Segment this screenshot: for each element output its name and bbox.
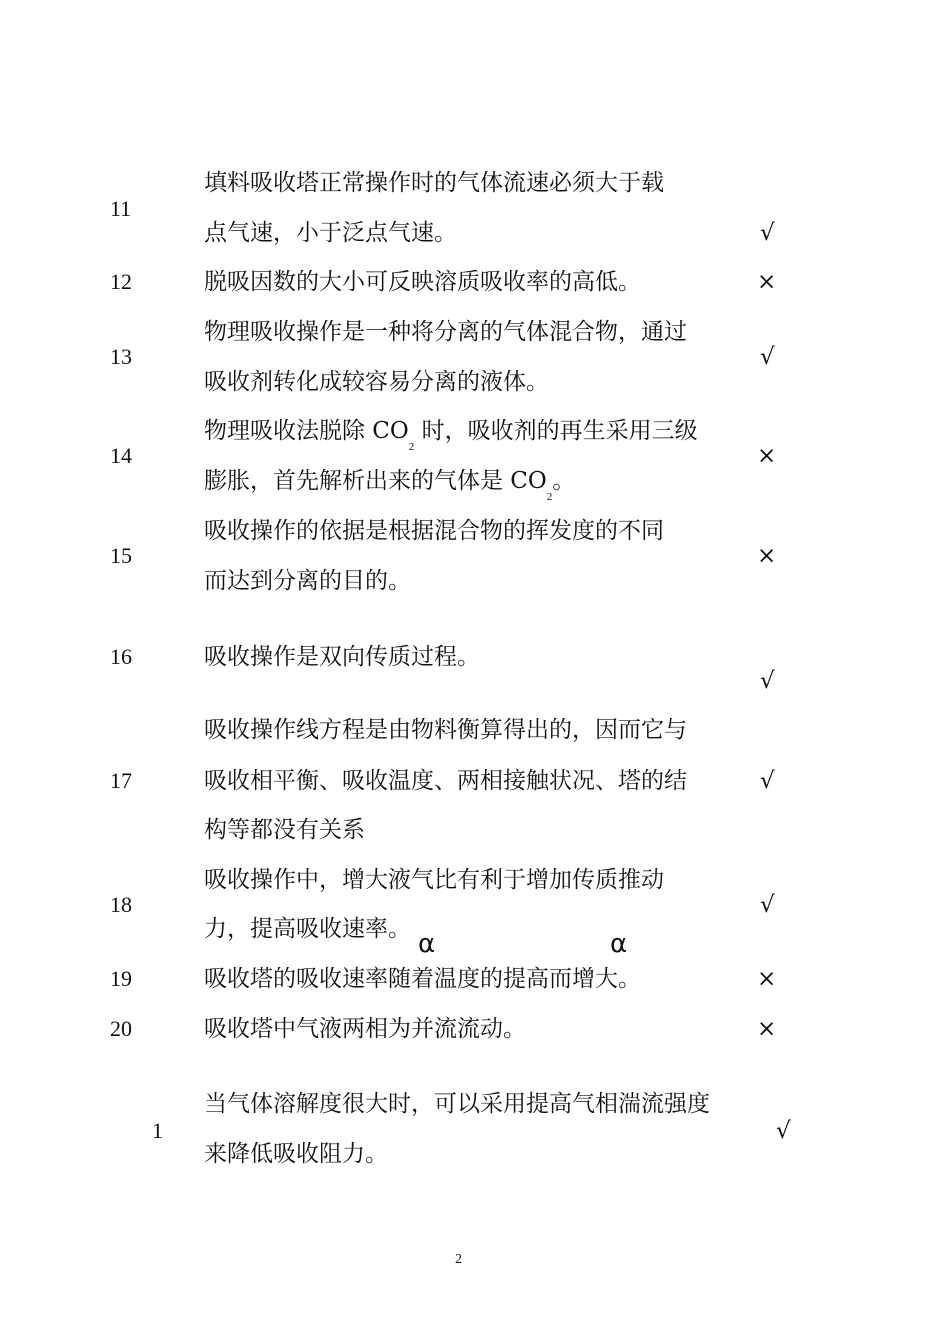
item-number: 14 — [110, 443, 132, 468]
item-number: 17 — [110, 768, 132, 793]
answer-mark: × — [757, 269, 777, 295]
text-segment: 。 — [552, 468, 576, 494]
item-text-line — [204, 416, 698, 462]
item-text-line: 吸收操作的依据是根据混合物的挥发度的不同 — [204, 518, 664, 544]
item-text-line: 吸收操作中，增大液气比有利于增加传质推动 — [204, 867, 664, 893]
answer-mark: × — [757, 443, 777, 469]
subscript: 2 — [408, 441, 415, 453]
item-number: 11 — [110, 196, 132, 221]
item-text-line: 物理吸收操作是一种将分离的气体混合物，通过 — [204, 319, 687, 345]
answer-mark: × — [757, 1016, 777, 1042]
item-text-line: 来降低吸收阻力。 — [204, 1141, 388, 1167]
item-text-line: 吸收相平衡、吸收温度、两相接触状况、塔的结 — [204, 768, 687, 794]
item-text-line: 力，提高吸收速率。 — [204, 916, 411, 942]
item-text-line: 吸收塔中气液两相为并流流动。 — [204, 1016, 526, 1042]
answer-mark: √ — [760, 768, 775, 794]
answer-mark: × — [757, 966, 777, 992]
item-text-line: 脱吸因数的大小可反映溶质吸收率的高低。 — [204, 269, 641, 295]
item-text-line — [204, 466, 575, 512]
item-number: 12 — [110, 269, 132, 294]
item-number: 15 — [110, 543, 132, 568]
answer-mark: × — [757, 543, 777, 569]
subscript: 2 — [546, 491, 553, 503]
item-text-line: 吸收塔的吸收速率随着温度的提高而增大。 — [204, 966, 641, 992]
item-text-line: 当气体溶解度很大时，可以采用提高气相湍流强度 — [204, 1091, 710, 1117]
alpha-symbol: α — [418, 929, 436, 959]
item-number: 20 — [110, 1016, 132, 1041]
text-segment: 物理吸收法脱除 CO — [204, 418, 409, 444]
page-number: 2 — [455, 1252, 462, 1267]
item-text-line: 吸收操作是双向传质过程。 — [204, 644, 480, 670]
answer-mark: √ — [760, 344, 775, 370]
answer-mark: √ — [760, 892, 775, 918]
item-text-line: 填料吸收塔正常操作时的气体流速必须大于载 — [204, 170, 664, 196]
answer-mark: √ — [760, 220, 775, 246]
item-text-line: 吸收剂转化成较容易分离的液体。 — [204, 369, 549, 395]
item-text-line: 吸收操作线方程是由物料衡算得出的，因而它与 — [204, 717, 687, 743]
alpha-symbol: α — [610, 929, 628, 959]
item-text-line: 构等都没有关系 — [204, 817, 365, 843]
item-number: 13 — [110, 344, 132, 369]
text-segment: 时，吸收剂的再生采用三级 — [414, 418, 698, 444]
item-number: 18 — [110, 892, 132, 917]
text-segment: 膨胀，首先解析出来的气体是 CO — [204, 468, 547, 494]
item-text-line: 点气速，小于泛点气速。 — [204, 220, 457, 246]
item-number: 19 — [110, 966, 132, 991]
answer-mark: √ — [776, 1118, 791, 1144]
item-number: 16 — [110, 644, 132, 669]
answer-mark: √ — [760, 668, 775, 694]
item-text-line: 而达到分离的目的。 — [204, 568, 411, 594]
item-number: 1 — [152, 1118, 163, 1143]
